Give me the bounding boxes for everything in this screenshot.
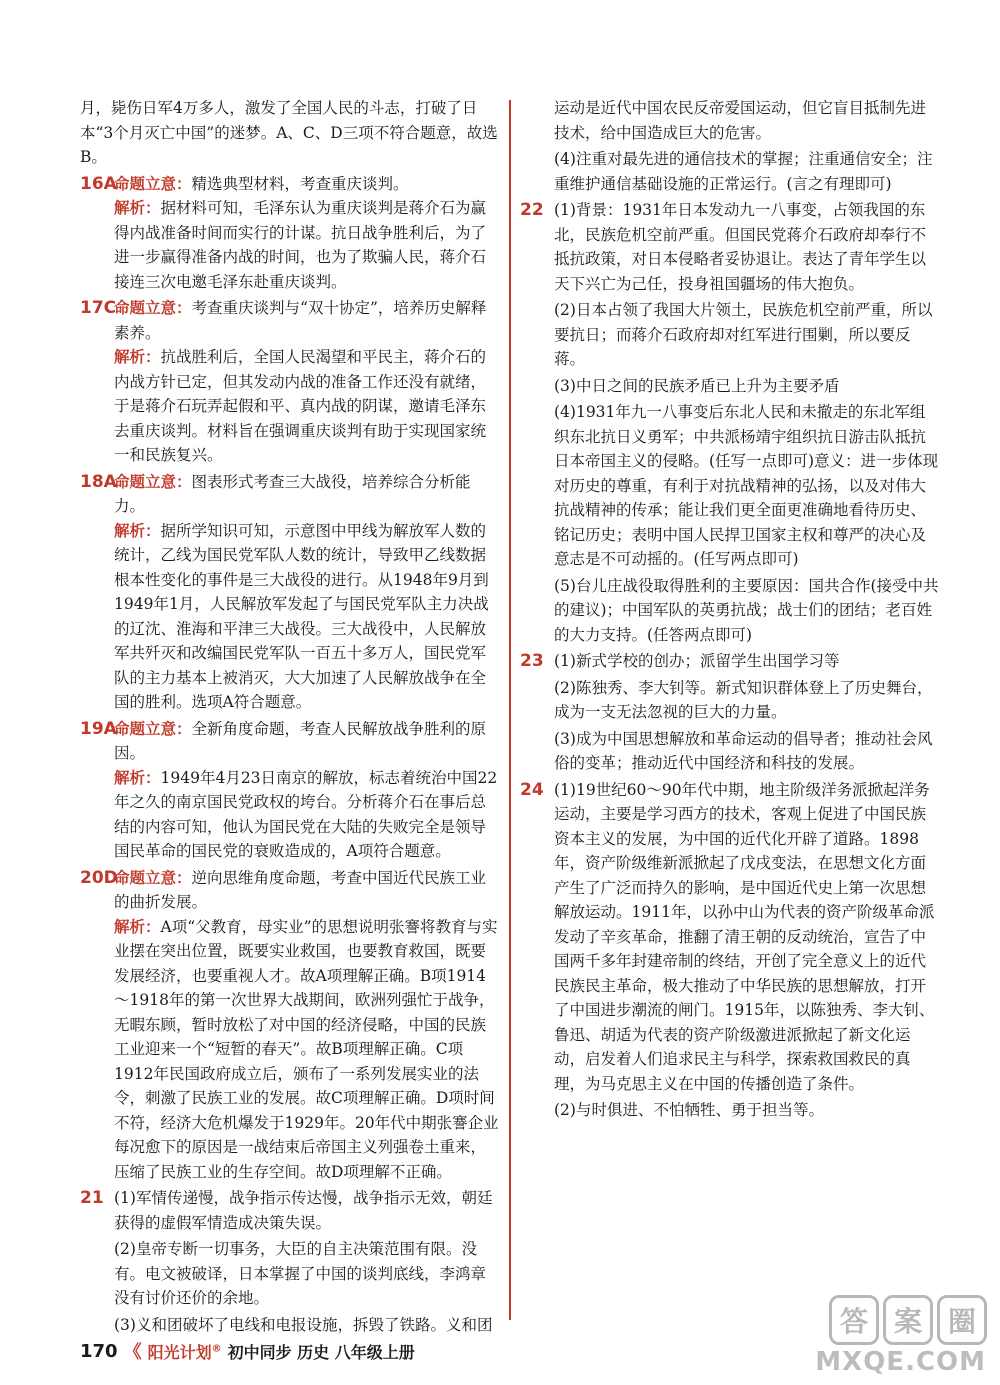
question-number: 18A: [80, 471, 117, 492]
question-number: 24: [520, 779, 544, 800]
answer-intent: 命题立意：全新角度命题，考查人民解放战争胜利的原因。: [114, 719, 487, 762]
intro-paragraph: 月，毙伤日军4万多人，激发了全国人民的斗志，打破了日本“3个月灭亡中国”的迷梦。A、C、D三项不符合题意，故选B。: [80, 99, 498, 166]
left-column: [80, 96, 500, 1339]
sub-answer: (2)日本占领了我国大片领土，民族危机空前严重，所以要抗日；而蒋介石政府却对红军进行围剿，所以要反蒋。: [554, 301, 933, 368]
question-number: 21: [80, 1188, 104, 1208]
sub-answer: (2)陈独秀、李大钊等。新式知识群体登上了历史舞台，成为一支无法忽视的巨大的力量。: [554, 678, 933, 721]
sub-answer: (3)义和团破坏了电线和电报设施，拆毁了铁路。义和团: [114, 1315, 493, 1334]
watermark-char: 圈: [937, 1295, 987, 1345]
answer-analysis: 解析：A项“父教育，母实业”的思想说明张謇将教育与实业摆在突出位置，既要实业救国，也要教育救国，既要发展经济，也要重视人才。故A项理解正确。B项1914～1918年的第一次世界大战期间，欧洲列强忙于战争，无暇东顾，暂时放松了对中国的经济侵略，中国的民族工业迎来一个“短暂的春天”。故B项理解正确。C项1912年民国政府成立后，颁布了一系列发展实业的法令，刺激了民族工业的发展。故C项理解正确。D项时间不符，经济大危机爆发于1929年。20年代中期张謇企业每况愈下的原因是一战结束后帝国主义列强卷土重来，压缩了民族工业的生存空间。故D项理解不正确。: [114, 917, 499, 1181]
answer-18: [80, 470, 500, 715]
sub-answer: (1)新式学校的创办；派留学生出国学习等: [554, 652, 840, 670]
question-number: 20D: [80, 867, 118, 888]
watermark-char: 案: [883, 1295, 933, 1345]
question-number: 19A: [80, 718, 117, 739]
answer-analysis: 解析：据材料可知，毛泽东认为重庆谈判是蒋介石为赢得内战准备时间而实行的计谋。抗日战争胜利后，为了进一步赢得准备内战的时间，也为了欺骗人民，蒋介石接连三次电邀毛泽东赴重庆谈判。: [114, 199, 487, 291]
answer-analysis: 解析：据所学知识可知，示意图中甲线为解放军人数的统计，乙线为国民党军队人数的统计，导致甲乙线数据根本性变化的事件是三大战役的进行。从1948年9月到1949年1月，人民解放军发起了与国民党军队主力决战的辽沈、淮海和平津三大战役。三大战役中，人民解放军共歼灭和改编国民党军队一百五十多万人，国民党军队的主力基本上被消灭，大大加速了人民解放战争在全国的胜利。选项A符合题意。: [114, 521, 489, 711]
sub-answer: (4)注重对最先进的通信技术的掌握；注重通信安全；注重维护通信基础设施的正常运行。(言之有理即可): [554, 150, 933, 193]
question-number: 23: [520, 651, 544, 671]
answer-intent: 命题立意：图表形式考查三大战役，培养综合分析能力。: [114, 472, 471, 515]
sub-answer: (4)1931年九一八事变后东北人民和未撤走的东北军组织东北抗日义勇军；中共派杨靖宇组织抗日游击队抵抗日本帝国主义的侵略。(任写一点即可)意义：进一步体现对历史的尊重，有利于对抗战精神的弘扬，以及对伟大抗战精神的传承；能让我们更全面更准确地看待历史、铭记历史；表明中国人民捍卫国家主权和尊严的决心及意志是不可动摇的。(任写两点即可): [554, 403, 939, 568]
answer-23: [520, 649, 940, 776]
sub-answer: (3)成为中国思想解放和革命运动的倡导者；推动社会风俗的变革；推动近代中国经济和科技的发展。: [554, 729, 933, 772]
answer-intent: 命题立意：逆向思维角度命题，考查中国近代民族工业的曲折发展。: [114, 868, 487, 911]
page-number: 170: [80, 1340, 118, 1362]
column-divider: [509, 100, 511, 1320]
continued-paragraph: 运动是近代中国农民反帝爱国运动，但它盲目抵制先进技术，给中国造成巨大的危害。: [554, 99, 927, 142]
page-footer: [80, 1338, 415, 1364]
answer-intent: 命题立意：考查重庆谈判与“双十协定”，培养历史解释素养。: [114, 299, 487, 342]
answer-analysis: 解析：1949年4月23日南京的解放，标志着统治中国22年之久的南京国民党政权的垮台。分析蒋介石在事后总结的内容可知，他认为国民党在大陆的失败完全是领导国民革命的国民党的衰败造成的，A项符合题意。: [114, 768, 498, 860]
answer-17: [80, 296, 500, 468]
sub-answer: (2)皇帝专断一切事务，大臣的自主决策范围有限。没有。电文被破译，日本掌握了中国的谈判底线，李鸿章没有讨价还价的余地。: [114, 1240, 487, 1307]
sub-answer: (3)中日之间的民族矛盾已上升为主要矛盾: [554, 376, 840, 395]
question-number: 16A: [80, 173, 117, 194]
watermark-logo: [828, 1295, 988, 1345]
sub-answer: (1)军情传递慢，战争指示传达慢，战争指示无效，朝廷获得的虚假军情造成决策失误。: [114, 1189, 493, 1232]
answer-22: [520, 198, 940, 647]
brand-name: 阳光计划®: [147, 1342, 222, 1362]
watermark-char: 答: [829, 1295, 879, 1345]
answer-intent: 命题立意：精选典型材料，考查重庆谈判。: [114, 174, 409, 193]
answer-analysis: 解析：抗战胜利后，全国人民渴望和平民主，蒋介石的内战方针已定，但其发动内战的准备工作还没有就绪，于是蒋介石玩弄起假和平、真内战的阴谋，邀请毛泽东去重庆谈判。材料旨在强调重庆谈判有助于实现国家统一和民族复兴。: [114, 348, 487, 464]
answer-20: [80, 866, 500, 1185]
question-number: 22: [520, 200, 544, 220]
sub-answer: (2)与时俱进、不怕牺牲、勇于担当等。: [554, 1101, 824, 1119]
answer-21: [80, 1186, 500, 1337]
sub-answer: (5)台儿庄战役取得胜利的主要原因：国共合作(接受中共的建议)；中国军队的英勇抗战；战士们的团结；老百姓的大力支持。(任答两点即可): [554, 576, 939, 644]
chevron-left-icon: 《: [123, 1342, 142, 1363]
watermark-url: MXQE.COM: [815, 1347, 986, 1377]
answer-19: [80, 717, 500, 864]
answer-16: [80, 172, 500, 295]
sub-answer: (1)背景：1931年日本发动九一八事变，占领我国的东北，民族危机空前严重。但国民党蒋介石政府却奉行不抵抗政策，对日本侵略者妥协退让。表达了青年学生以天下兴亡为己任，投身祖国疆场的伟大抱负。: [554, 201, 927, 293]
question-number: 17C: [80, 298, 117, 318]
book-subtitle: 初中同步 历史 八年级上册: [227, 1342, 415, 1362]
answer-24: [520, 778, 940, 1123]
right-column: [520, 96, 940, 1125]
sub-answer: (1)19世纪60～90年代中期，地主阶级洋务派掀起洋务运动，主要是学习西方的技术，客观上促进了中国民族资本主义的发展，为中国的近代化开辟了道路。1898年，资产阶级维新派掀起了戊戌变法，在思想文化方面产生了广泛而持久的影响，是中国近代史上第一次思想解放运动。1911年，以孙中山为代表的资产阶级革命派发动了辛亥革命，推翻了清王朝的反动统治，宣告了中国两千多年封建帝制的终结，开创了完全意义上的近代民族民主革命，极大推动了中华民族的思想解放，打开了中国进步潮流的闸门。1915年，以陈独秀、李大钊、鲁迅、胡适为代表的资产阶级激进派掀起了新文化运动，启发着人们追求民主与科学，探索救国救民的真理，为马克思主义在中国的传播创造了条件。: [554, 780, 935, 1093]
